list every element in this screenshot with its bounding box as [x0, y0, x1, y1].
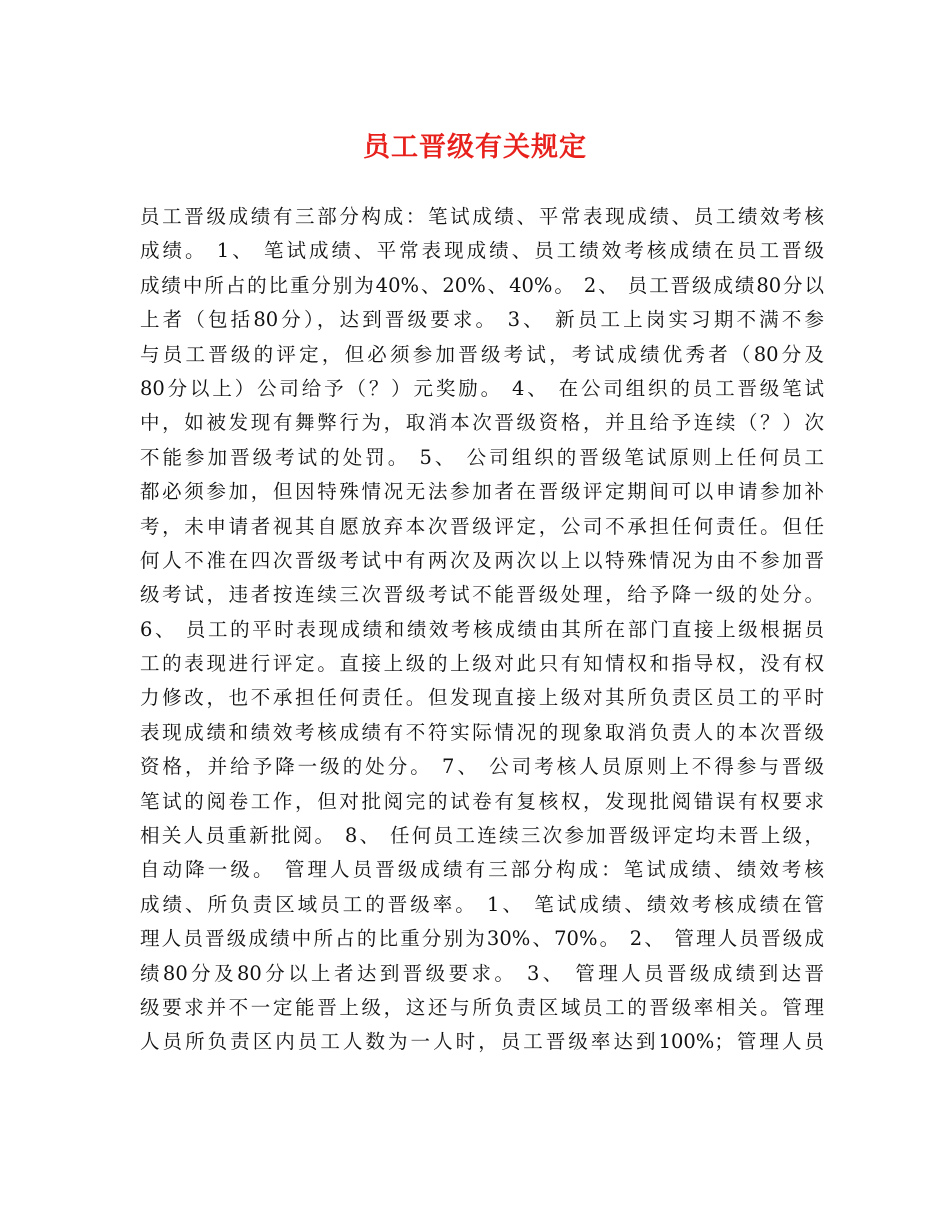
body-line: 6、 员工的平时表现成绩和绩效考核成绩由其所在部门直接上级根据员	[140, 617, 824, 641]
body-line: 80分以上）公司给予（？）元奖励。 4、 在公司组织的员工晋级笔试	[140, 376, 824, 400]
body-line: 级要求并不一定能晋上级，这还与所负责区域员工的晋级率相关。管理	[140, 995, 824, 1019]
body-line: 工的表现进行评定。直接上级的上级对此只有知情权和指导权，没有权	[140, 652, 824, 676]
document-body	[140, 200, 824, 1060]
body-line: 级考试，违者按连续三次晋级考试不能晋级处理，给予降一级的处分。	[140, 583, 824, 607]
body-line: 笔试的阅卷工作，但对批阅完的试卷有复核权，发现批阅错误有权要求	[140, 789, 824, 813]
body-line: 相关人员重新批阅。 8、 任何员工连续三次参加晋级评定均未晋上级，	[140, 824, 824, 848]
body-line: 资格，并给予降一级的处分。 7、 公司考核人员原则上不得参与晋级	[140, 755, 824, 779]
body-line: 何人不准在四次晋级考试中有两次及两次以上以特殊情况为由不参加晋	[140, 548, 824, 572]
body-line: 成绩中所占的比重分别为40%、20%、40%。 2、 员工晋级成绩80分以	[140, 273, 824, 297]
body-line: 成绩。 1、 笔试成绩、平常表现成绩、员工绩效考核成绩在员工晋级	[140, 239, 824, 263]
body-line: 表现成绩和绩效考核成绩有不符实际情况的现象取消负责人的本次晋级	[140, 720, 824, 744]
body-line: 都必须参加，但因特殊情况无法参加者在晋级评定期间可以申请参加补	[140, 480, 824, 504]
body-line: 员工晋级成绩有三部分构成：笔试成绩、平常表现成绩、员工绩效考核	[140, 205, 824, 228]
body-line: 人员所负责区内员工人数为一人时，员工晋级率达到100%；管理人员	[140, 1030, 824, 1054]
body-line: 与员工晋级的评定，但必须参加晋级考试，考试成绩优秀者（80分及	[140, 342, 824, 366]
body-line: 中，如被发现有舞弊行为，取消本次晋级资格，并且给予连续（？）次	[140, 411, 824, 435]
body-line: 不能参加晋级考试的处罚。 5、 公司组织的晋级笔试原则上任何员工	[140, 445, 824, 469]
body-line: 考，未申请者视其自愿放弃本次晋级评定，公司不承担任何责任。但任	[140, 514, 824, 538]
body-line: 上者（包括80分），达到晋级要求。 3、 新员工上岗实习期不满不参	[140, 308, 824, 332]
document-title: 员工晋级有关规定	[363, 132, 587, 163]
body-line: 理人员晋级成绩中所占的比重分别为30%、70%。 2、 管理人员晋级成	[140, 927, 824, 951]
body-line: 成绩、所负责区域员工的晋级率。 1、 笔试成绩、绩效考核成绩在管	[140, 892, 824, 916]
body-line: 绩80分及80分以上者达到晋级要求。 3、 管理人员晋级成绩到达晋	[140, 961, 824, 985]
body-line: 自动降一级。 管理人员晋级成绩有三部分构成：笔试成绩、绩效考核	[140, 858, 824, 882]
body-line: 力修改，也不承担任何责任。但发现直接上级对其所负责区员工的平时	[140, 686, 824, 710]
